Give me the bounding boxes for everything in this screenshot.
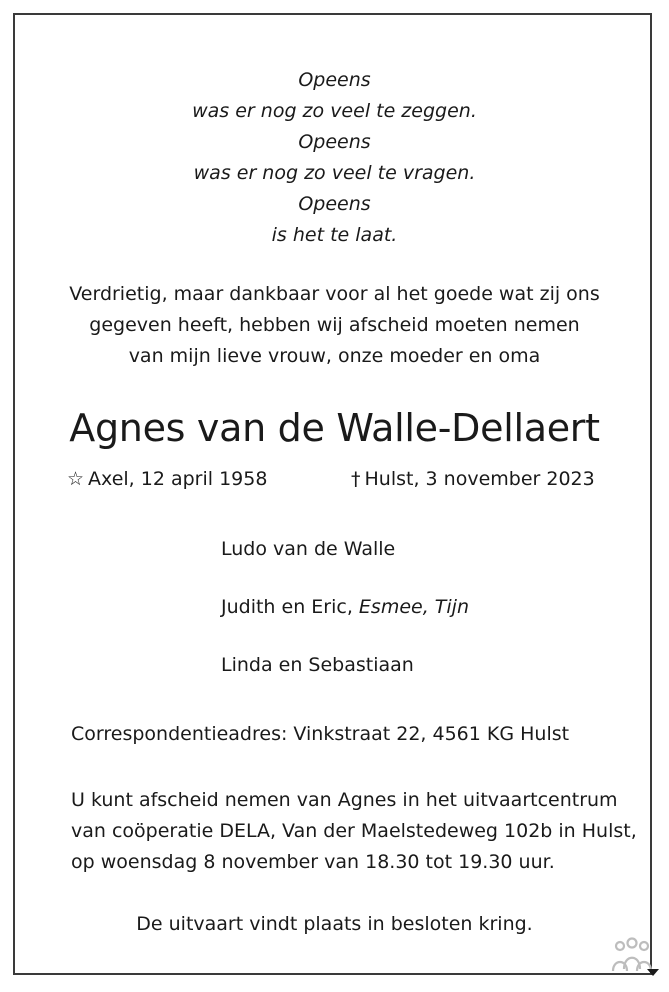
poem-line: Opeens (298, 131, 371, 153)
intro-line: van mijn lieve vrouw, onze moeder en oma (128, 345, 541, 367)
family-list (221, 535, 469, 709)
star-icon: ☆ (67, 468, 85, 490)
family-member: Linda en Sebastiaan (221, 654, 414, 676)
correspondence-address: Correspondentieadres: Vinkstraat 22, 4561 KG Hulst (71, 723, 570, 745)
poem-line: Opeens (298, 193, 371, 215)
funeral-note: De uitvaart vindt plaats in besloten kring. (136, 913, 533, 935)
intro-text (15, 279, 654, 372)
intro-line: Verdrietig, maar dankbaar voor al het goede wat zij ons (69, 283, 600, 305)
visitation-line: op woensdag 8 november van 18.30 tot 19.30 uur. (71, 851, 555, 873)
family-member: Judith en Eric, (221, 596, 359, 618)
triangle-down-icon (647, 969, 659, 976)
poem-line: was er nog zo veel te vragen. (193, 162, 476, 184)
poem-line: is het te laat. (271, 224, 398, 246)
family-row (221, 593, 469, 651)
visitation-line: U kunt afscheid nemen van Agnes in het uitvaartcentrum (71, 789, 618, 811)
death-text: Hulst, 3 november 2023 (364, 468, 595, 490)
grandchildren: Esmee, Tijn (358, 596, 469, 618)
family-member: Ludo van de Walle (221, 538, 396, 560)
intro-line: gegeven heeft, hebben wij afscheid moeten nemen (89, 314, 580, 336)
people-group-icon (607, 937, 659, 977)
poem (15, 65, 654, 251)
deceased-name: Agnes van de Walle-Dellaert (69, 406, 600, 450)
death-info (351, 465, 595, 493)
visitation-line: van coöperatie DELA, Van der Maelstedeweg 102b in Hulst, (71, 820, 637, 842)
cross-icon: † (351, 468, 361, 490)
birth-text: Axel, 12 april 1958 (88, 468, 268, 490)
visitation-info (71, 785, 637, 878)
family-row (221, 651, 469, 709)
birth-info (67, 465, 267, 493)
family-row (221, 535, 469, 593)
poem-line: Opeens (298, 69, 371, 91)
poem-line: was er nog zo veel te zeggen. (192, 100, 477, 122)
obituary-card (13, 13, 652, 975)
